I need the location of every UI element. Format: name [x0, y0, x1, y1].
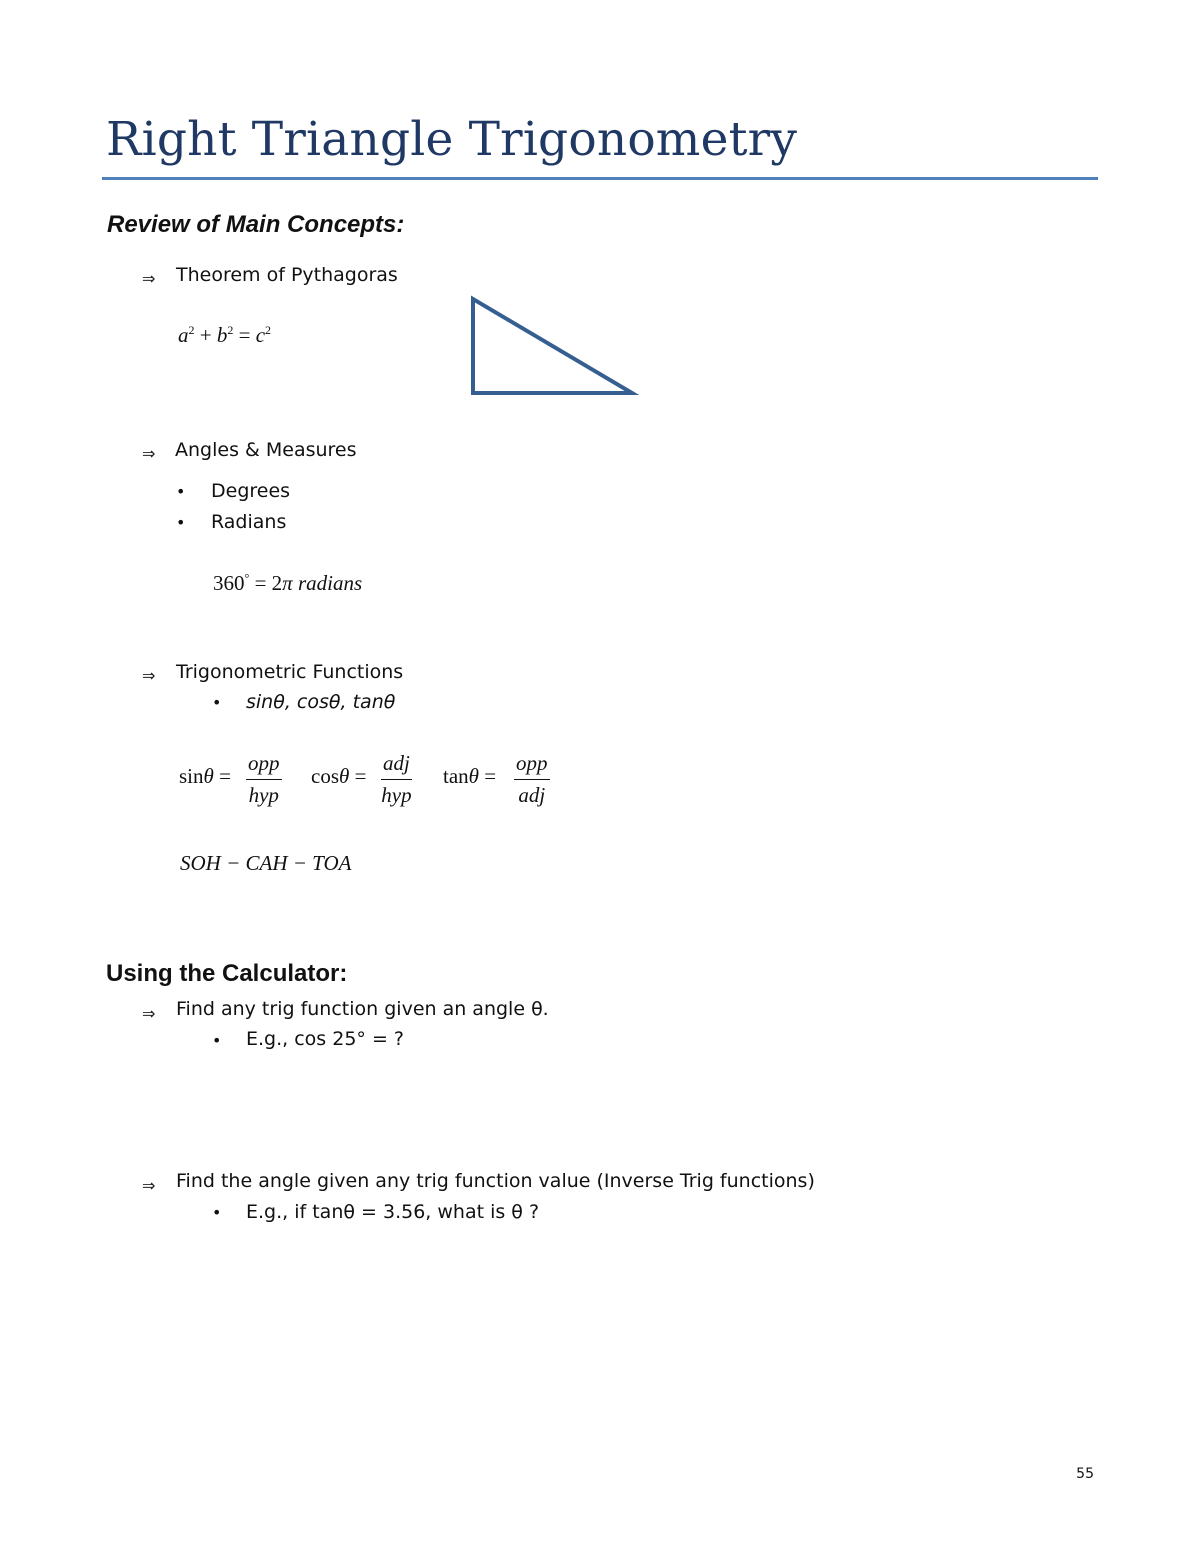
theta-symbol: θ: [339, 764, 350, 788]
arrow-icon: ⇒: [142, 1004, 156, 1023]
eq-a-exp: 2: [188, 323, 195, 337]
theta-symbol: θ: [468, 764, 479, 788]
degree-symbol: °: [244, 571, 250, 585]
cos-numerator: adj: [381, 751, 412, 780]
eq-c: c: [255, 323, 266, 347]
arrow-icon: ⇒: [142, 666, 156, 685]
calc-item-2-example: E.g., if tanθ = 3.56, what is θ ?: [246, 1201, 540, 1223]
theta-symbol: θ: [203, 764, 214, 788]
calc-item-1-example: E.g., cos 25° = ?: [246, 1028, 404, 1050]
tan-fraction: [514, 751, 550, 808]
page-number: 55: [1076, 1466, 1094, 1482]
eq-c-exp: 2: [265, 323, 272, 337]
pythagoras-heading: Theorem of Pythagoras: [176, 264, 398, 286]
list-item: Degrees: [211, 480, 291, 502]
bullet-icon: •: [176, 513, 186, 532]
arrow-icon: ⇒: [142, 444, 156, 463]
cos-equals: =: [354, 764, 367, 788]
pi-symbol: π: [282, 571, 293, 595]
cos-label: cos: [311, 764, 339, 788]
triangle-shape: [473, 299, 632, 393]
bullet-icon: •: [212, 693, 222, 712]
page-title: Right Triangle Trigonometry: [106, 112, 798, 167]
cos-fraction: [381, 751, 412, 808]
eq-b: b: [216, 323, 228, 347]
conversion-rhs: = 2: [254, 571, 283, 595]
bullet-icon: •: [212, 1031, 222, 1050]
sin-fraction: [246, 751, 282, 808]
right-triangle-diagram: [468, 292, 640, 400]
arrow-icon: ⇒: [142, 1176, 156, 1195]
conversion-unit: radians: [297, 571, 363, 595]
title-rule: [102, 177, 1098, 180]
list-item: Radians: [211, 511, 287, 533]
bullet-icon: •: [212, 1203, 222, 1222]
tan-label: tan: [443, 764, 469, 788]
conversion-value: 360: [213, 571, 245, 595]
calc-item-1: Find any trig function given an angle θ.: [176, 998, 549, 1020]
tan-equals: =: [484, 764, 497, 788]
soh-cah-toa-mnemonic: SOH − CAH − TOA: [180, 851, 352, 875]
calc-item-2: Find the angle given any trig function value (Inverse Trig functions): [176, 1170, 815, 1192]
tan-lhs: [443, 764, 496, 789]
eq-b-exp: 2: [227, 323, 234, 337]
sin-equals: =: [219, 764, 231, 788]
eq-plus: +: [199, 323, 212, 347]
cos-lhs: [311, 764, 366, 789]
eq-a: a: [178, 323, 189, 347]
pythagoras-equation: [178, 323, 271, 348]
arrow-icon: ⇒: [142, 269, 156, 288]
sin-numerator: opp: [246, 751, 282, 780]
bullet-icon: •: [176, 482, 186, 501]
eq-equals: =: [238, 323, 251, 347]
sin-label: sin: [179, 764, 204, 788]
trig-functions-list: sinθ, cosθ, tanθ: [246, 691, 396, 713]
sin-denominator: hyp: [248, 783, 279, 807]
section-heading-review: Review of Main Concepts:: [107, 211, 405, 238]
angles-heading: Angles & Measures: [175, 439, 357, 461]
angle-conversion-equation: [213, 571, 362, 596]
sin-lhs: [179, 764, 231, 789]
tan-denominator: adj: [518, 783, 546, 807]
cos-denominator: hyp: [381, 783, 412, 807]
trig-heading: Trigonometric Functions: [176, 661, 404, 683]
section-heading-calculator: Using the Calculator:: [106, 960, 348, 987]
tan-numerator: opp: [514, 751, 550, 780]
